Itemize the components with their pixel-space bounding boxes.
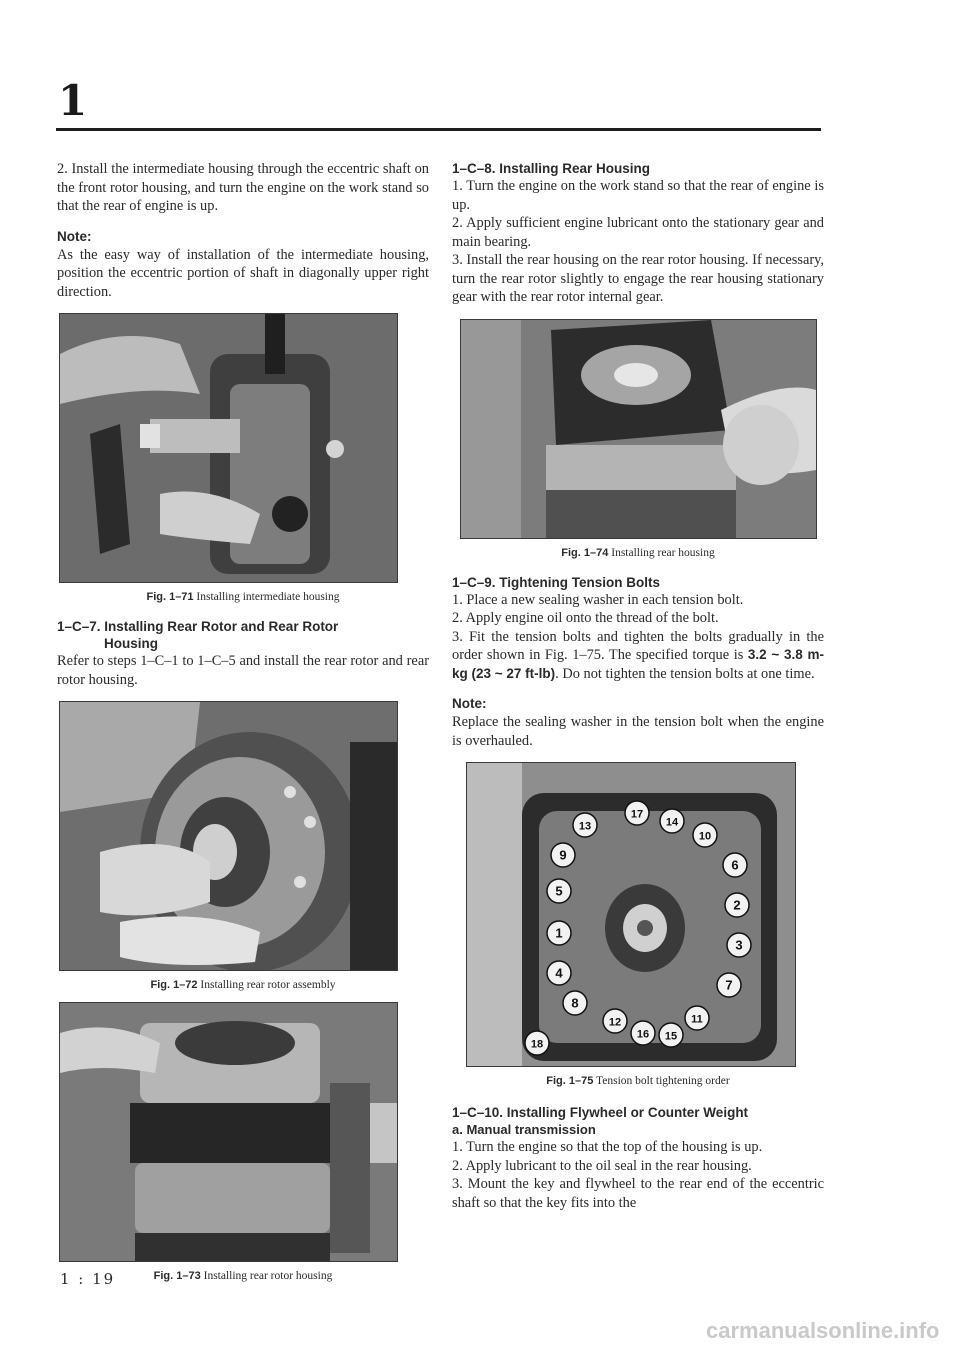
bolt-number-18: 18	[530, 1038, 544, 1051]
fig-number: Fig. 1–71	[146, 591, 194, 603]
torque-spec: 3.2 ~ 3.8 m-kg (23 ~ 27 ft-lb)	[452, 647, 825, 681]
step3-text-b: . Do not tighten the tension bolts at one time.	[555, 665, 815, 682]
chapter-number: 1	[58, 76, 88, 125]
bolt-diagram	[467, 763, 795, 1066]
bolt-number-16: 16	[636, 1028, 650, 1041]
section-heading-line2: Housing	[104, 636, 158, 651]
bolt-number-5: 5	[555, 883, 563, 899]
caption-fig-1-71	[57, 590, 429, 604]
note-text: Replace the sealing washer in the tension bolt when the engine is overhauled.	[452, 714, 824, 749]
fig-caption: Tension bolt tightening order	[596, 1075, 730, 1087]
bolt-number-15: 15	[664, 1030, 678, 1043]
fig-number: Fig. 1–72	[150, 979, 198, 991]
section-1-c-9-heading: 1–C–9. Tightening Tension Bolts	[452, 574, 661, 590]
photo-rear-housing	[460, 319, 817, 539]
figure-1-75	[452, 762, 824, 1088]
figure-1-74	[452, 319, 824, 560]
bolt-number-11: 11	[691, 1013, 703, 1026]
bolt-number-8: 8	[571, 995, 579, 1011]
left-column	[57, 160, 429, 1283]
note-label: Note:	[57, 228, 92, 244]
fig-number: Fig. 1–75	[546, 1075, 594, 1087]
bolt-number-10: 10	[698, 830, 712, 843]
figure-1-71	[57, 313, 429, 604]
section-1-c-8-step1: 1. Turn the engine on the work stand so that the rear of engine is up.	[452, 178, 824, 213]
bolt-number-12: 12	[608, 1016, 622, 1029]
caption-fig-1-74	[452, 546, 824, 560]
bolt-number-9: 9	[559, 847, 567, 863]
bolt-number-14: 14	[665, 816, 679, 829]
section-1-c-9-step2: 2. Apply engine oil onto the thread of the bolt.	[452, 610, 719, 626]
photo-rear-rotor-housing	[59, 1002, 398, 1262]
note-label: Note:	[452, 696, 487, 711]
figure-1-72	[57, 701, 429, 992]
bolt-number-13: 13	[578, 820, 592, 833]
section-1-c-10-step2: 2. Apply lubricant to the oil seal in the rear housing.	[452, 1157, 752, 1174]
caption-fig-1-72	[57, 978, 429, 992]
bolt-number-1: 1	[555, 925, 563, 941]
note-text: As the easy way of installation of the intermediate housing, position the eccentric portion of shaft in diagonally upper right direction.	[57, 246, 429, 300]
subsection-manual-transmission: a. Manual transmission	[452, 1122, 596, 1137]
section-1-c-7-heading	[57, 618, 429, 652]
step3-text-a: 3. Fit the tension bolts and tighten the bolts gradually in the order shown in Fig. 1–75. The specified torque is	[452, 628, 824, 663]
fig-caption: Installing rear rotor housing	[203, 1270, 333, 1282]
photo-rear-rotor-assembly	[59, 701, 398, 971]
bolt-number-6: 6	[731, 857, 739, 873]
section-heading-line1: 1–C–7. Installing Rear Rotor and Rear Rotor	[57, 619, 339, 634]
section-1-c-10-step1: 1. Turn the engine so that the top of the housing is up.	[452, 1139, 763, 1155]
section-1-c-7-text: Refer to steps 1–C–1 to 1–C–5 and install the rear rotor and rear rotor housing.	[57, 653, 429, 688]
section-1-c-8-step3: 3. Install the rear housing on the rear rotor housing. If necessary, turn the rear rotor slightly to engage the rear housing stationary gear with the rear rotor internal gear.	[452, 252, 824, 305]
right-column	[452, 160, 824, 1224]
section-1-c-9-step1: 1. Place a new sealing washer in each tension bolt.	[452, 591, 744, 608]
section-1-c-10-heading: 1–C–10. Installing Flywheel or Counter Weight	[452, 1105, 749, 1120]
section-1-c-9-step3	[452, 628, 824, 684]
figure-1-73	[57, 1002, 429, 1283]
bolt-number-4: 4	[555, 965, 563, 981]
fig-number: Fig. 1–73	[153, 1270, 201, 1282]
fig-caption: Installing rear rotor assembly	[200, 979, 336, 991]
photo-tension-bolt-order	[466, 762, 796, 1067]
watermark: carmanualsonline.info	[706, 1318, 940, 1343]
fig-caption: Installing intermediate housing	[196, 591, 340, 603]
step-2-text: 2. Install the intermediate housing through the eccentric shaft on the front rotor housing, and turn the engine on the work stand so that the rear of engine is up.	[57, 161, 429, 214]
section-1-c-10-step3: 3. Mount the key and flywheel to the rear end of the eccentric shaft so that the key fits into the	[452, 1176, 824, 1211]
page-number: 1 : 19	[60, 1270, 116, 1288]
bolt-number-17: 17	[630, 808, 644, 821]
section-1-c-8-heading: 1–C–8. Installing Rear Housing	[452, 161, 651, 176]
fig-number: Fig. 1–74	[561, 546, 609, 559]
bolt-number-3: 3	[735, 937, 743, 953]
bolt-number-7: 7	[725, 977, 733, 993]
fig-caption: Installing rear housing	[611, 546, 715, 559]
caption-fig-1-75	[452, 1074, 824, 1088]
photo-intermediate-housing	[59, 313, 398, 583]
header-rule	[56, 128, 821, 131]
section-1-c-8-step2: 2. Apply sufficient engine lubricant onto the stationary gear and main bearing.	[452, 215, 824, 250]
bolt-number-2: 2	[733, 897, 741, 913]
